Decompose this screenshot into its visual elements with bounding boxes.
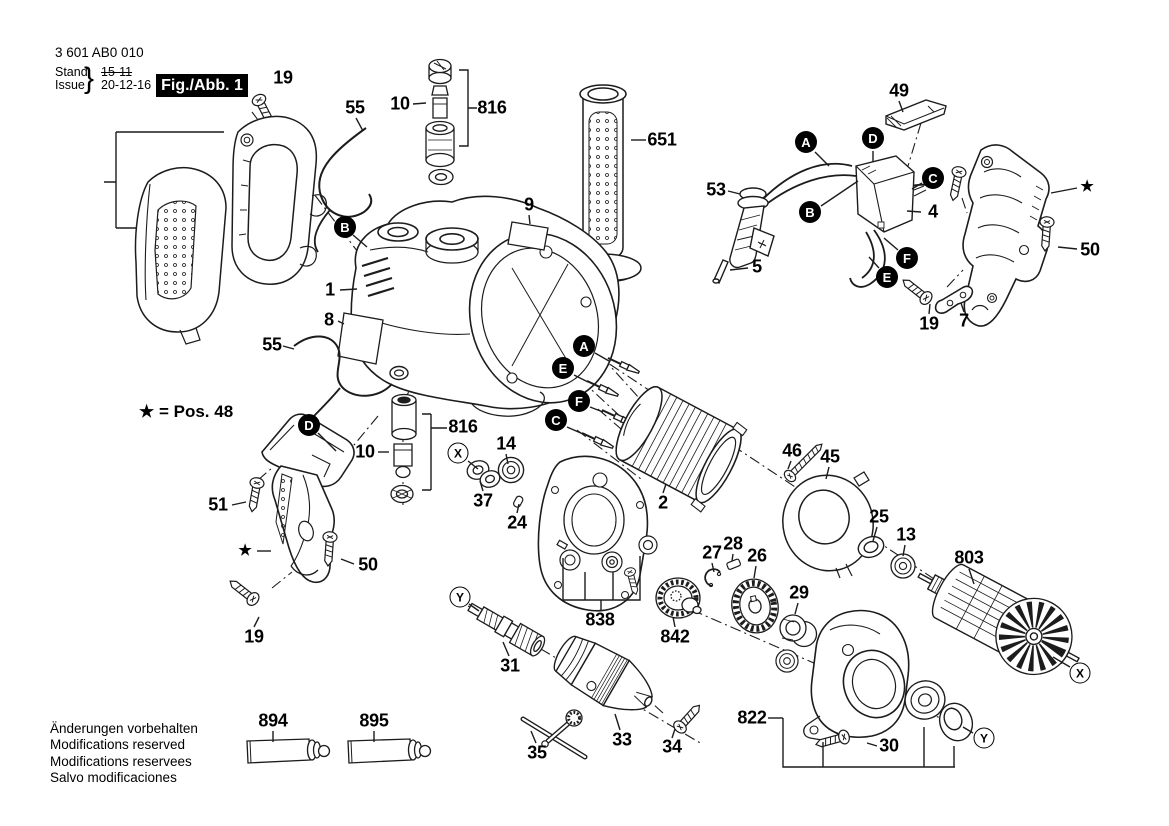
screw-30 [814, 729, 851, 751]
stand-issue-brace: } [84, 62, 95, 95]
modification-notice-line: Modifications reserved [50, 737, 186, 753]
part-label-895: 895 [359, 710, 389, 731]
type-number: 3 601 AB0 010 [55, 45, 144, 60]
circlip-27 [705, 569, 720, 586]
figure-number-label: Fig./Abb. 1 [161, 76, 243, 94]
housing-half-right-48 [899, 145, 1055, 326]
handle-half-left-54 [136, 168, 227, 344]
part-label-29: 29 [789, 582, 809, 603]
part-label-34: 34 [662, 736, 682, 757]
part-label-49: 49 [889, 80, 909, 101]
wiring-marker-B2: B [334, 216, 356, 238]
wiring-marker-Y2: Y [974, 728, 995, 749]
part-label-803: 803 [954, 547, 984, 568]
bearing-822-small [776, 650, 798, 672]
key-28 [726, 559, 741, 570]
part-label-2: 2 [658, 492, 668, 513]
part-label-838: 838 [585, 609, 615, 630]
part-label-5: 5 [752, 256, 762, 277]
wiring-marker-A1: A [795, 131, 817, 153]
cable-55-top [315, 128, 372, 252]
part-label-894: 894 [258, 710, 288, 731]
switch-4 [850, 156, 936, 287]
part-label-822: 822 [737, 707, 767, 728]
star-position-legend: ★ = Pos. 48 [139, 402, 234, 421]
screw-34 [671, 701, 704, 736]
part-label-10-top: 10 [390, 93, 410, 114]
modification-notice-line: Modifications reservees [50, 753, 192, 769]
part-label-star-grip: ★ [238, 542, 252, 559]
part-label-27: 27 [702, 542, 722, 563]
armature-803 [901, 542, 1096, 694]
part-label-19-grip: 19 [244, 626, 264, 647]
button-49 [886, 100, 946, 130]
part-label-8: 8 [324, 309, 334, 330]
wiring-marker-E2: E [552, 357, 574, 379]
part-label-30: 30 [879, 735, 899, 756]
part-label-19-top: 19 [273, 67, 293, 88]
part-label-50-right: 50 [1080, 239, 1100, 260]
part-label-51: 51 [208, 494, 228, 515]
part-label-45: 45 [820, 446, 840, 467]
wiring-marker-D1: D [862, 127, 884, 149]
wiring-marker-E1: E [876, 266, 898, 288]
gear-26 [727, 575, 783, 637]
wiring-marker-F1: F [896, 247, 918, 269]
wiring-marker-Y1: Y [450, 587, 471, 608]
part-label-1: 1 [325, 279, 335, 300]
part-label-10-mid: 10 [355, 441, 375, 462]
wiring-marker-C2: C [545, 409, 567, 431]
part-label-816-top: 816 [477, 97, 507, 118]
part-label-4: 4 [928, 201, 938, 222]
figure-number-box [156, 74, 248, 97]
stand-issue-values [101, 66, 151, 91]
part-label-55-mid: 55 [262, 334, 282, 355]
part-label-24: 24 [507, 512, 527, 533]
grip-handle-48 [262, 414, 354, 582]
part-label-14: 14 [496, 433, 516, 454]
part-label-7: 7 [959, 310, 969, 331]
part-label-50-grip: 50 [358, 554, 378, 575]
part-label-31: 31 [500, 655, 520, 676]
wiring-marker-X1: X [448, 443, 469, 464]
part-label-33: 33 [612, 729, 632, 750]
stand-label: Stand [55, 65, 88, 79]
part-label-53: 53 [706, 179, 726, 200]
part-label-9: 9 [524, 194, 534, 215]
wiring-marker-C1: C [922, 167, 944, 189]
part-label-842: 842 [660, 626, 690, 647]
part-label-26: 26 [747, 545, 767, 566]
modification-notice-line: Änderungen vorbehalten [50, 721, 198, 736]
brush-assembly-top-816 [426, 60, 454, 185]
part-label-55-top: 55 [345, 97, 365, 118]
stand-value: 15-11 [101, 65, 133, 79]
part-label-star-right: ★ [1080, 178, 1094, 195]
part-label-28: 28 [723, 533, 743, 554]
part-label-19-right: 19 [919, 313, 939, 334]
wiring-marker-X2: X [1070, 663, 1091, 684]
modification-notice [50, 721, 198, 787]
part-label-35: 35 [527, 742, 547, 763]
part-label-651: 651 [647, 129, 677, 150]
bearing-14 [498, 457, 523, 482]
bearing-13 [891, 554, 915, 578]
handle-half-right-54 [232, 116, 326, 284]
wiring-marker-B1: B [799, 201, 821, 223]
part-label-25: 25 [869, 506, 889, 527]
grease-tube-895 [348, 739, 431, 763]
gear-842 [656, 578, 701, 618]
grease-tube-894 [247, 739, 330, 763]
label-plate-8 [338, 313, 383, 364]
brush-assembly-mid-816 [391, 395, 416, 503]
wiring-marker-F2: F [568, 390, 590, 412]
issue-value: 20-12-16 [101, 77, 152, 92]
cord-53 [713, 164, 856, 283]
wiring-marker-A2: A [573, 335, 595, 357]
part-label-816-mid: 816 [448, 416, 478, 437]
wiring-marker-D2: D [298, 414, 320, 436]
modification-notice-line: Salvo modificaciones [50, 770, 177, 786]
part-label-13: 13 [896, 524, 916, 545]
gear-housing-822 [804, 611, 914, 740]
stand-issue-labels [55, 66, 88, 91]
part-label-37: 37 [473, 490, 493, 511]
issue-label: Issue [55, 77, 85, 92]
sleeve-29 [780, 615, 817, 647]
chuck-33 [547, 628, 664, 726]
part-label-46: 46 [782, 440, 802, 461]
